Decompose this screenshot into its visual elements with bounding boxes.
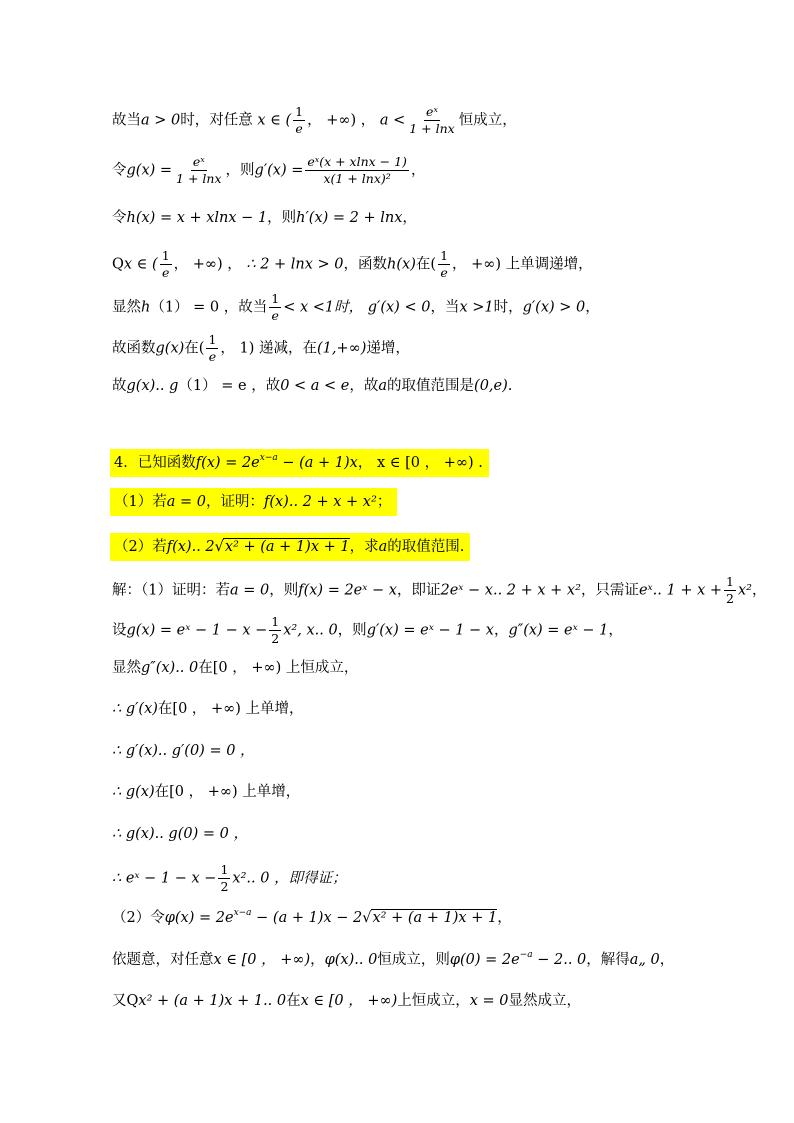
solution-line-9: （2）令$\varphi(x) = 2e^{x-a} - (a + 1)x - 2√x^2 + (a + 1)x + 1$， bbox=[112, 908, 512, 926]
line-1: 故当a > 0时，对任意 x ∈ ( $\frac{1}{e}$ ， +∞) ， a < $\frac{\text{eˣ}}{1 + \ln x}$ 恒成立， bbox=[112, 104, 517, 136]
solution-line-8: ∴ eˣ − 1 − x − $\frac{1}{2}$ x².. 0 ，即得证； bbox=[112, 862, 347, 894]
solution-line-7: ∴ g(x).. g(0) = 0 ， bbox=[112, 826, 248, 842]
fraction: $\frac{1}{e}$ bbox=[440, 248, 449, 280]
fraction: $\frac{\text{eˣ(x + xlnx − 1)}}{\text{x(1 + lnx)²}}$ bbox=[307, 154, 407, 186]
problem-4-statement: 4．已知函数$f(x) = 2e^{x-a} - (a + 1)x$， x ∈ [0 ， +∞) . bbox=[110, 449, 489, 477]
problem-4-part-2: （2）若f(x).. 2√x² + (a + 1)x + 1，求a的取值范围. bbox=[110, 533, 470, 561]
fraction: $\frac{1}{2}$ bbox=[271, 614, 280, 646]
line-7: 故g(x).. g（1） = e ，故0 < a < e，故a的取值范围是(0,e). bbox=[112, 378, 513, 394]
solution-line-5: ∴ g′(x).. g′(0) = 0 ， bbox=[112, 743, 255, 759]
fraction: $\frac{\text{eˣ}}{1 + \ln x}$ bbox=[409, 104, 455, 136]
line-3: 令h(x) = x + xlnx − 1，则h′(x) = 2 + lnx， bbox=[112, 210, 417, 226]
fraction: $\frac{1}{e}$ bbox=[295, 104, 304, 136]
fraction: $\frac{\text{eˣ}}{1 + \ln x}$ bbox=[176, 154, 222, 186]
problem-4-part-1: （1）若a = 0，证明：f(x).. 2 + x + x²； bbox=[110, 488, 397, 516]
solution-line-4: ∴ g′(x)在[0 ， +∞) 上单增， bbox=[112, 701, 304, 717]
fraction: $\frac{1}{e}$ bbox=[208, 332, 217, 364]
solution-line-1: 解：（1）证明：若a = 0，则f(x) = 2eˣ − x，即证2eˣ − x.. 2 + x + x²，只需证eˣ.. 1 + x + $\frac{1}{2}$ x²， bbox=[112, 574, 767, 606]
fraction: $\frac{1}{2}$ bbox=[220, 862, 229, 894]
line-6: 故函数g(x)在( $\frac{1}{e}$ ， 1) 递减，在(1,+∞)递增， bbox=[112, 332, 410, 364]
line-4: Qx ∈ ( $\frac{1}{e}$ ， +∞) ， ∴ 2 + lnx > 0，函数h(x)在( $\frac{1}{e}$ ， +∞) 上单调递增， bbox=[112, 248, 593, 280]
fraction: $\frac{1}{2}$ bbox=[726, 574, 734, 606]
solution-line-2: 设g(x) = eˣ − 1 − x − $\frac{1}{2}$ x², x.. 0，则g′(x) = eˣ − 1 − x，g″(x) = eˣ − 1， bbox=[112, 614, 623, 646]
line-5: 显然h（1） = 0 ，故当 $\frac{1}{e}$ < x <1时， g′(x) < 0，当x >1时，g′(x) > 0， bbox=[112, 291, 600, 323]
solution-line-11: 又Qx² + (a + 1)x + 1.. 0在x ∈ [0 ， +∞)上恒成立，x = 0显然成立， bbox=[112, 993, 582, 1009]
solution-line-10: 依题意，对任意x ∈ [0 ， +∞)，φ(x).. 0恒成立，则$\varphi(0) = 2e^{-a} - 2$.. 0，解得a„ 0， bbox=[112, 950, 675, 968]
line-2: 令g(x) = $\frac{\text{eˣ}}{1 + \ln x}$ ，则g′(x) = $\frac{\text{eˣ(x + xlnx − 1)}}{\text{x(1 + lnx)²}}$ ， bbox=[112, 154, 426, 186]
solution-line-6: ∴ g(x)在[0 ， +∞) 上单增， bbox=[112, 784, 301, 800]
solution-line-3: 显然g″(x).. 0在[0 ， +∞) 上恒成立， bbox=[112, 660, 359, 676]
fraction: $\frac{1}{e}$ bbox=[271, 291, 280, 323]
fraction: $\frac{1}{e}$ bbox=[161, 248, 170, 280]
